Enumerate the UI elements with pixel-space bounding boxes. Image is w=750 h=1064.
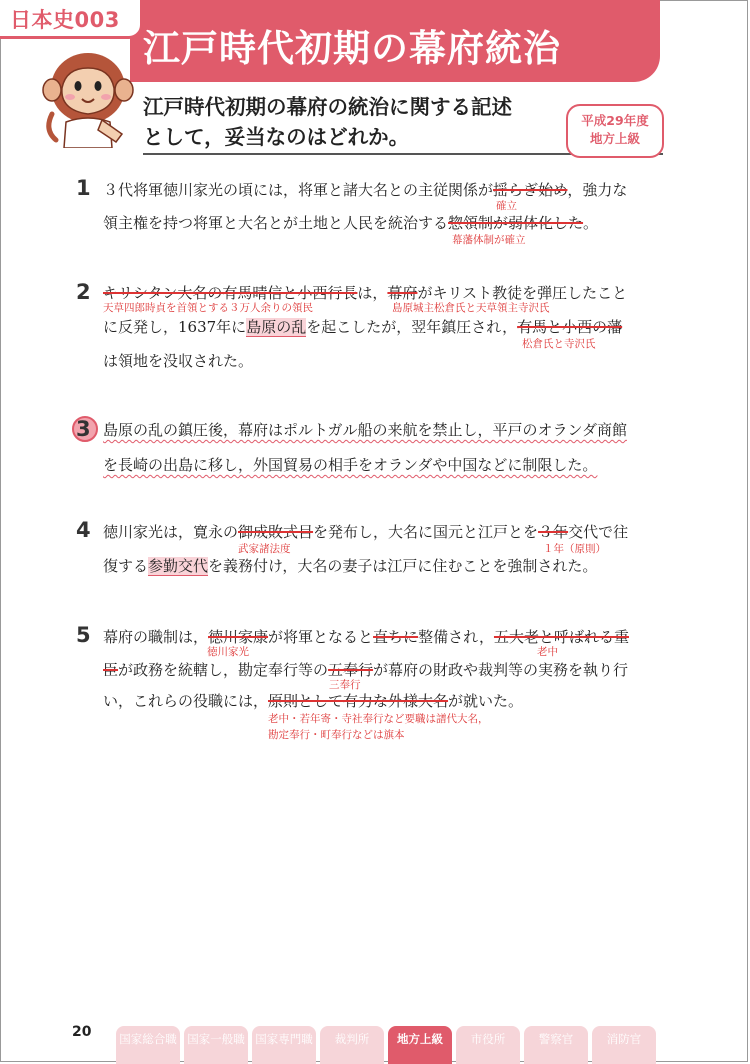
option-text-line xyxy=(103,179,627,200)
tab-saibansho[interactable]: 裁判所 xyxy=(320,1026,384,1064)
text-span: を起こしたが，翌年鎮圧され， xyxy=(306,318,518,336)
question-line-2: として，妥当なのはどれか。 xyxy=(143,125,410,149)
text-span: を発布し，大名に国元と江戸とを xyxy=(313,523,539,541)
text-span: 。 xyxy=(583,214,599,232)
text-span: ，強力な xyxy=(567,181,628,199)
struck-text: 揺らぎ始め xyxy=(493,181,568,199)
struck-text: 原則として有力な外様大名 xyxy=(268,692,449,710)
text-span: 整備され， xyxy=(418,628,494,646)
tab-shiyakusho[interactable]: 市役所 xyxy=(456,1026,520,1064)
text-span: 幕府の職制は， xyxy=(103,628,209,646)
text-span: 徳川家光は，寛永の xyxy=(103,523,239,541)
tab-chiho-jokyu[interactable]: 地方上級 xyxy=(388,1026,452,1064)
option-text-line: を長崎の出島に移し，外国貿易の相手をオランダや中国などに制限した。 xyxy=(103,456,598,474)
question-text xyxy=(143,92,512,152)
correction-note: 確立 xyxy=(496,200,517,212)
exam-badge xyxy=(566,104,664,158)
question-line-1: 江戸時代初期の幕府の統治に関する記述 xyxy=(143,95,512,119)
correction-note: 幕藩体制が確立 xyxy=(452,234,526,246)
text-span: が将軍となると xyxy=(268,628,374,646)
section-tag xyxy=(0,0,143,39)
correction-note: 勘定奉行・町奉行などは旗本 xyxy=(268,729,405,741)
monkey-mascot-icon xyxy=(42,44,134,148)
struck-text: キリシタン大名の有馬晴信と小西行長 xyxy=(103,284,358,302)
title-banner xyxy=(130,0,660,82)
correction-note: 老中・若年寄・寺社奉行など要職は譜代大名， xyxy=(268,713,489,725)
tab-kokka-sogo[interactable]: 国家総合職 xyxy=(116,1026,180,1064)
text-span: ３代将軍徳川家光の頃には，将軍と諸大名との主従関係が xyxy=(103,181,494,199)
struck-text: 臣 xyxy=(103,661,119,679)
text-span: がキリスト教徒を弾圧したこと xyxy=(417,284,628,302)
page-number: 20 xyxy=(72,1024,92,1040)
tab-kokka-senmon[interactable]: 国家専門職 xyxy=(252,1026,316,1064)
tab-shobokan[interactable]: 消防官 xyxy=(592,1026,656,1064)
option-text-line: 島原の乱の鎮圧後，幕府はポルトガル船の来航を禁止し，平戸のオランダ商館 xyxy=(103,421,627,439)
section-tag-label: 日本史003 xyxy=(10,8,120,32)
option-number: 3 xyxy=(76,417,91,441)
text-span: い，これらの役職には， xyxy=(103,692,269,710)
option-text-line xyxy=(103,316,622,337)
correction-note: 天草四郎時貞を首領とする３万人余りの領民 xyxy=(103,302,313,314)
struck-text: 御成敗式目 xyxy=(238,523,314,541)
correction-note: 武家諸法度 xyxy=(238,543,291,555)
page-title: 江戸時代初期の幕府統治 xyxy=(143,27,561,70)
option-number: 5 xyxy=(76,623,91,647)
option-text-line xyxy=(103,521,628,542)
text-span: 領主権を持つ将軍と大名とが土地と人民を統治する xyxy=(103,214,449,232)
tab-keisatsukan[interactable]: 警察官 xyxy=(524,1026,588,1064)
correction-note: 徳川家光 xyxy=(207,646,249,658)
text-span: 復する xyxy=(103,557,149,575)
tab-kokka-ippan[interactable]: 国家一般職 xyxy=(184,1026,248,1064)
struck-text: ３年 xyxy=(538,523,569,541)
struck-text: 五奉行 xyxy=(328,661,374,679)
struck-text: 有馬と小西の藩 xyxy=(517,318,623,336)
correction-note: 松倉氏と寺沢氏 xyxy=(522,338,596,350)
option-text-line xyxy=(103,659,628,680)
text-span: は， xyxy=(357,284,388,302)
option-number: 1 xyxy=(76,176,91,200)
struck-text: 徳川家康 xyxy=(208,628,269,646)
highlighted-text: 島原の乱 xyxy=(246,318,307,336)
correction-note: 島原城主松倉氏と天草領主寺沢氏 xyxy=(392,302,550,314)
text-span: に反発し，1637年に xyxy=(103,318,247,336)
option-text-line xyxy=(103,690,523,711)
correction-note: １年（原則） xyxy=(543,543,606,555)
option-number: 4 xyxy=(76,518,91,542)
struck-text: 五大老と呼ばれる重 xyxy=(493,628,629,646)
highlighted-text: 参勤交代 xyxy=(148,557,209,575)
correction-note: 老中 xyxy=(537,646,558,658)
exam-year: 平成29年度 xyxy=(581,113,649,128)
struck-text: 幕府 xyxy=(387,284,418,302)
option-text-line xyxy=(103,212,598,233)
text-span: が幕府の財政や裁判等の実務を執り行 xyxy=(373,661,629,679)
exam-level: 地方上級 xyxy=(589,131,640,146)
option-number: 2 xyxy=(76,280,91,304)
text-span: を義務付け，大名の妻子は江戸に住むことを強制された。 xyxy=(208,557,598,575)
struck-text: 直ちに xyxy=(373,628,419,646)
text-span: が政務を統轄し，勘定奉行等の xyxy=(118,661,329,679)
text-span: 交代で往 xyxy=(568,523,629,541)
option-text-line: は領地を没収された。 xyxy=(103,352,254,370)
option-text-line xyxy=(103,555,597,576)
text-span: が就いた。 xyxy=(448,692,524,710)
struck-text: 惣領制が弱体化した xyxy=(448,214,584,232)
correction-note: 三奉行 xyxy=(329,679,361,691)
